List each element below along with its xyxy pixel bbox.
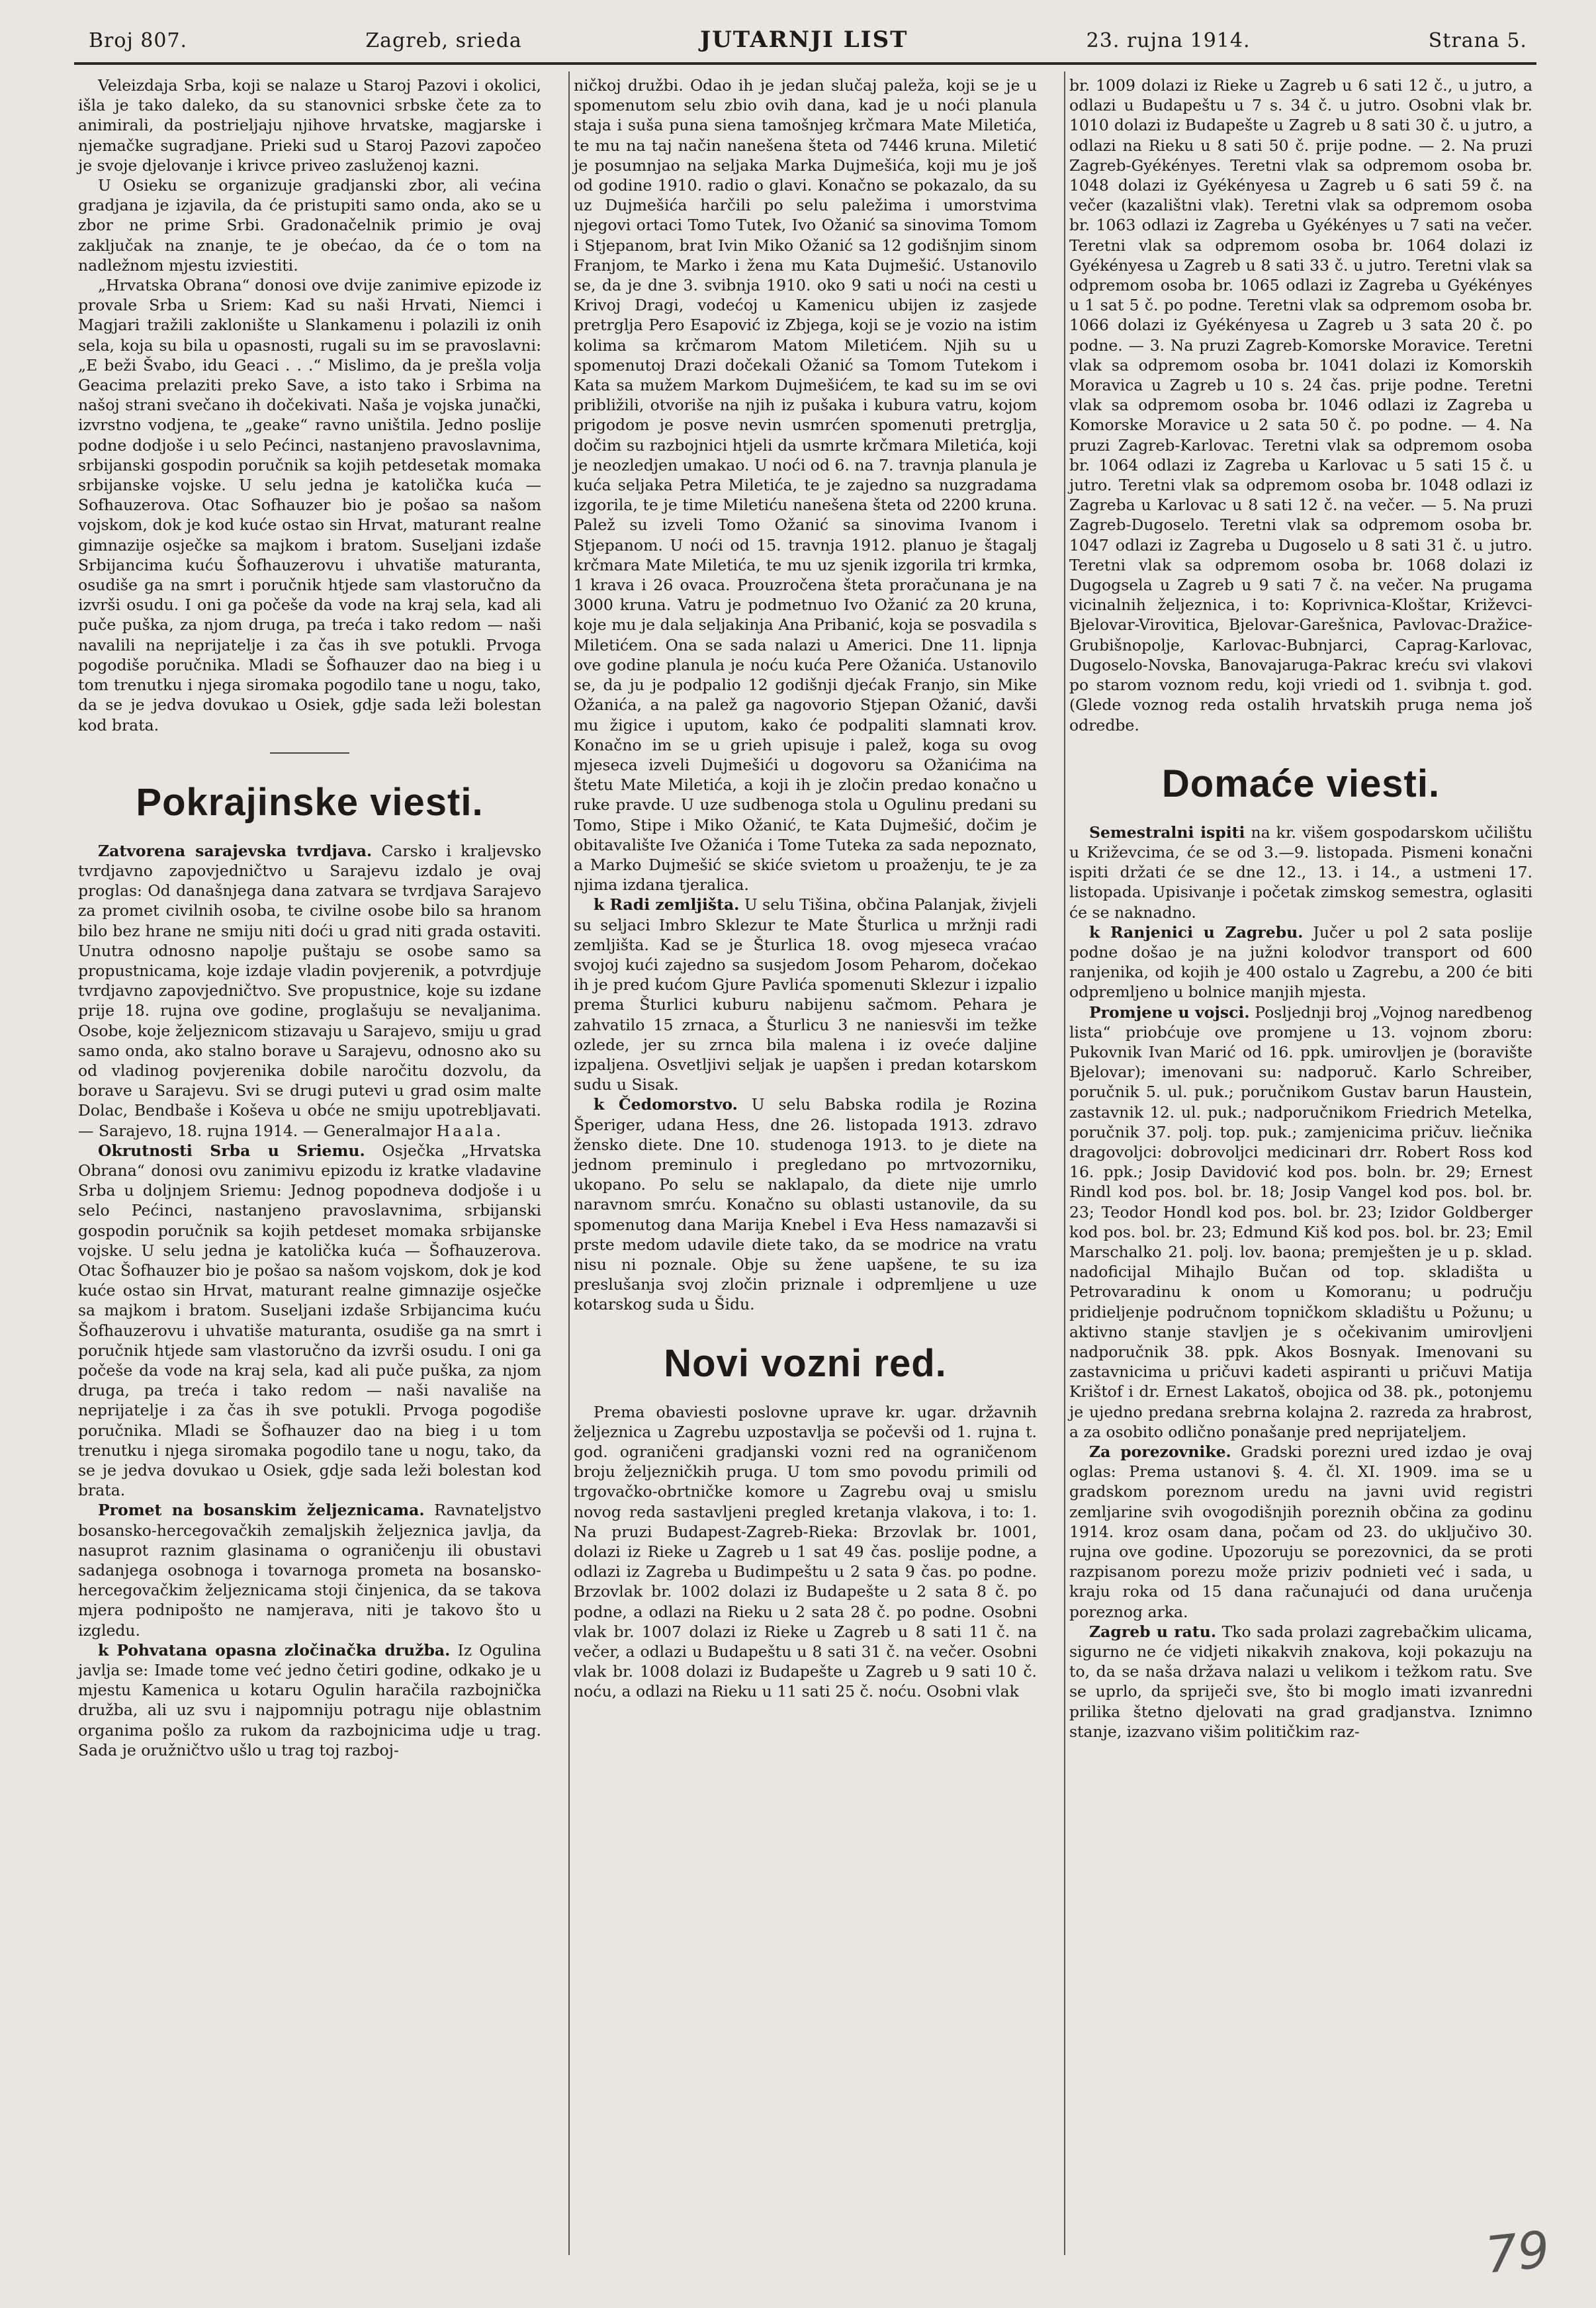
handwritten-page-mark: 79 — [1482, 2219, 1553, 2285]
article-body: na kr. višem gospodarskom učilištu u Križevcima, će se od 3.—9. listopada. Pismeni konačni ispiti držati će se dne 12., 13. i 14., a ustmeni 17. listopada. Upisivanje i početak zimskog semestra, oglasiti će se naknadno. — [1069, 822, 1532, 922]
column-2 — [568, 71, 1041, 2255]
masthead — [74, 26, 1536, 65]
issue-number: Broj 807. — [89, 29, 188, 52]
article-headline: Zagreb u ratu. — [1089, 1622, 1217, 1641]
article-paragraph: Prema obaviesti poslovne uprave kr. ugar. državnih željeznica u Zagrebu uzpostavlja se počevši od 1. rujna t. god. ograničeni gradjanski vozni red na ograničenom broju željezničkih pruga. U tom smo povodu primili od trgovačko-obrtničke komore u Zagrebu ovaj u smislu novog reda sastavljeni pregled kretanja vlakova, i to: 1. Na pruzi Budapest-Zagreb-Rieka: Brzovlak br. 1001, dolazi iz Rieke u Zagreb u 1 sat 49 čas. poslije podne, a odlazi iz Zagreba u Budimpeštu u 2 sata 9 čas. po podne. Brzovlak br. 1002 dolazi iz Budapešte u 2 sata 8 č. po podne, a odlazi na Rieku u 2 sata 28 č. po podne. Osobni vlak br. 1007 dolazi iz Rieke u Zagreb u 8 sati 11 č. na večer, a odlazi u Budapeštu u 8 sati 31 č. na večer. Osobni vlak br. 1008 dolazi iz Budapešte u Zagreb u 9 sati 10 č. noću, a odlazi na Rieku u 11 sati 25 č. noću. Osobni vlak — [574, 1402, 1037, 1701]
article-body: Gradski porezni ured izdao je ovaj oglas: Prema ustanovi §. 4. čl. XI. 1909. ima se u gradskom poreznom uredu na javni uvid registri zemljarine svih ovogodišnjih poreznih občina za godinu 1914. kroz osam dana, počam od 23. do uključivo 30. rujna ove godine. Upozoruju se porezovnici, da se proti razpisanom porezu može priziv podnieti već i sada, u kraju roka od 15 dana računajući od dana uručenja poreznog arka. — [1069, 1442, 1532, 1621]
article-paragraph: Veleizdaja Srba, koji se nalaze u Staroj Pazovi i okolici, išla je tako daleko, da su stanovnici srbske čete za to animirali, da postrieljaju njihove hrvatske, magjarske i njemačke sugradjane. Prieki sud u Staroj Pazovi započeo je svoje djelovanje i krivce priveo zasluženoj kazni. — [78, 76, 541, 175]
article-headline: k Čedomorstvo. — [594, 1095, 738, 1114]
section-heading: Novi vozni red. — [664, 1341, 947, 1385]
article-paragraph: „Hrvatska Obrana“ donosi ove dvije zanimive epizode iz provale Srba u Sriem: Kad su naši Hrvati, Niemci i Magjari tražili zaklonište u Slankamenu i polazili iz onih sela, koja su bila u opasnosti, rugali su im se pravoslavni: „E beži Švabo, idu Geaci . . .“ Mislimo, da je prešla volja Geacima prelaziti preko Save, a isto tako i Srbima na našoj strani svečano ih dočekivati. Naša je vojska junački, izvrstno vodjena, te „geake“ ravno uništila. Jedno poslije podne dodjoše i u selo Pećinci, nastanjeno pravoslavnima, srbijanski gospodin poručnik sa kojih petdesetak momaka srbijanske vojske. U selu jedna je katolička kuća — Sofhauzerova. Otac Sofhauzer bio je pošao sa našom vojskom, dok je kod kuće ostao sin Hrvat, maturant realne gimnazije osječke sa majkom i bratom. Suseljani izdaše Srbijancima kuću Šofhauzerovu i uhvatiše maturanta, osudiše ga na smrt i poručnik htjede sam vlastoručno da izvrši osudu. I oni ga počeše da vode na kraj sela, kad ali puče puška, za njom druga, pa treća i tako redom — naši navalili na neprijatelje i za čas ih sve potukli. Prvoga pogodiše poručnika. Mladi se Šofhauzer dao na bieg i u tom trenutku i njega siromaka pogodilo tane u nogu, tako, da se je jedva dovukao u Osiek, gdje sada leži bolestan kod brata. — [78, 276, 541, 734]
article-body: Carsko i kraljevsko tvrdjavno zapovjedničtvo u Sarajevu izdalo je ovaj proglas: Od današnjega dana zatvara se tvrdjava Sarajevo za promet civilnih osoba, te civilne osobe bilo sa hranom bilo bez hrane ne smiju niti doći u grad niti grada ostaviti. Unutra odnosno napolje puštaju se osobe samo sa propustnicama, koje izdaje vladin povjerenik, a potvrdjuje tvrdjavno zapovjedničtvo. Sve propustnice, koje su izdane prije 18. rujna ove godine, proglašuju se nevaljanima. Osobe, koje željeznicom stizavaju u Sarajevo, smiju u grad samo onda, ako stalno borave u Sarajevu, odnosno ako su od vladinog povjerenika dobile naročitu dozvolu, da borave u Sarajevu. Svi se drugi putevi u grad osim malte Dolac, Bendbaše i Koševa u obće ne smiju upotrebljavati. — Sarajevo, 18. rujna 1914. — Generalmajor — [78, 841, 541, 1140]
article-body: Iz Ogulina javlja se: Imade tome već jedno četiri godine, odkako je u mjestu Kamenica u kotaru Ogulin haračila razbojnička družba, ali uz svu i najpomniju potragu nije oblastnim organima pošlo za rukom da razbojnicima udje u trag. Sada je oružničtvo ušlo u trag toj razboj- — [78, 1640, 541, 1759]
article-headline: Promjene u vojsci. — [1089, 1002, 1250, 1022]
section-heading: Domaće viesti. — [1161, 762, 1441, 805]
article-body: Tko sada prolazi zagrebačkim ulicama, sigurno ne će vidjeti nikakvih znakova, koji pokazuju na to, da se naša država nalazi u velikom i težkom ratu. Sve se uprlo, da spriječi sve, što bi moglo imati izvanredni prilika štetno djelovati na grad gradjanstva. Iznimno stanje, izazvano višim političkim raz- — [1069, 1622, 1532, 1741]
article-body: U selu Babska rodila je Rozina Šperiger, udana Hess, dne 26. listopada 1913. zdravo žensko diete. Dne 10. studenoga 1913. to je diete na jednom preminulo i pregledano po mrtvozorniku, ukopano. Po selu se naklapalo, da diete nije umrlo naravnom smrću. Konačno su oblasti ustanovile, da su spomenutog dana Marija Knebel i Eva Hess namazavši si prste medom udavile diete tako, da se modrice na vratu nisu ni poznale. Obje su žene uapšene, te su iza preslušanja svoj zločin priznale i odpremljene u uze kotarskog suda u Šidu. — [574, 1095, 1037, 1314]
issue-day: Zagreb, srieda — [365, 29, 522, 52]
columns — [74, 71, 1536, 2255]
article-paragraph: br. 1009 dolazi iz Rieke u Zagreb u 6 sati 12 č., u jutro, a odlazi u Budapeštu u 7 s. 34 č. u jutro. Osobni vlak br. 1010 dolazi iz Budapešte u Zagreb u 8 sati 30 č. u jutro, a odlazi na Rieku u 8 sati 50 č. prije podne. — 2. Na pruzi Zagreb-Gyékényes. Teretni vlak sa odpremom osoba br. 1048 dolazi iz Gyékényesa u Zagreb u 6 sati 59 č. na večer (kazalištni vlak). Teretni vlak sa odpremom osoba br. 1063 odlazi iz Zagreba u Gyékényes u 7 sati na večer. Teretni vlak sa odpremom osoba br. 1064 dolazi iz Gyékényesa u Zagreb u 8 sati 33 č. u jutro. Teretni vlak sa odpremom osoba br. 1065 odlazi iz Zagreba u Gyékényes u 1 sat 5 č. po podne. Teretni vlak sa odpremom osoba br. 1066 dolazi iz Gyékényesa u Zagreb u 3 sata 20 č. po podne. — 3. Na pruzi Zagreb-Komorske Moravice. Teretni vlak sa odpremom osoba br. 1041 dolazi iz Komorskih Moravica u Zagreb u 10 s. 24 čas. prije podne. Teretni vlak sa odpremom osoba br. 1046 odlazi iz Zagreba u Komorske Moravice u 2 sata 50 č. po podne. — 4. Na pruzi Zagreb-Karlovac. Teretni vlak sa odpremom osoba br. 1064 odlazi iz Zagreba u Karlovac u 5 sati 15 č. u jutro. Teretni vlak sa odpremom osoba br. 1048 odlazi iz Zagreba u Karlovac u 8 sati 12 č. na večer. — 5. Na pruzi Zagreb-Dugoselo. Teretni vlak sa odpremom osoba br. 1047 odlazi iz Zagreba u Dugoselo u 8 sati 31 č. u jutro. Teretni vlak sa odpremom osoba br. 1068 dolazi iz Dugogsela u Zagreb u 9 sati 7 č. na večer. Na prugama vicinalnih željeznica, i to: Koprivnica-Kloštar, Križevci-Bjelovar-Virovitica, Bjelovar-Garešnica, Pavlovac-Dražice-Grubišnopolje, Karlovac-Bubnjarci, Caprag-Karlovac, Dugoselo-Novska, Banovajaruga-Pakrac kreću svi vlakovi po starom voznom redu, koji vriedi od 1. svibnja t. god. (Glede voznog reda ostalih hrvatskih pruga nema još odredbe. — [1069, 76, 1532, 734]
article-body: Ravnateljstvo bosansko-hercegovačkih zemaljskih željeznica javlja, da nasuprot raznim glasinama o ograničenju ili obustavi sadanjega osobnoga i tovarnoga prometa na bosansko-hercegovačkim željeznicama stoji činjenica, da se takova mjera podnipošto ne namjerava, niti je takovo što u izgledu. — [78, 1501, 541, 1640]
article-headline: k Ranjenici u Zagrebu. — [1089, 922, 1304, 942]
article-headline: Okrutnosti Srba u Sriemu. — [98, 1141, 365, 1160]
article-body: Posljednji broj „Vojnog naredbenog lista“ priobćuje ove promjene u 13. vojnom zboru: Pukovnik Ivan Marić od 16. ppk. umirovljen je (boravište Bjelovar); imenovani su: nadporuč. Karlo Schreiber, poručnik 5. ul. puk.; poručnikom Gustav barun Haustein, zastavnik 12. ul. puk.; nadporučnikom Friedrich Metelka, poručnik 37. polj. top. puk.; zamjenicima pričuv. liečnika dragovoljci: dobrovoljci medicinari drr. Robert Ross kod 16. ppk.; Josip Davidović kod pos. boln. br. 29; Ernest Rindl kod pos. bol. br. 18; Josip Vangel kod pos. bol. br. 23; Teodor Hondl kod pos. bol. br. 23; Izidor Goldberger kod pos. bol. br. 23; Edmund Kiš kod pos. bol. br. 23; Emil Marschalko 21. polj. lov. baona; premješten je u p. sklad. nadoficijal Mihajlo Bučan od top. skladišta u Petrovaradinu k onom u Komoranu; u području pridieljenje područnom topničkom skladištu u Požunu; u aktivno stanje stavljen je s očekivanim umirovljeni nadporučnik 38. ppk. Akos Bosnyak. Imenovani su zastavnicima u pričuvi kadeti aspiranti u pričuvi Matija Krištof i dr. Ernest Lakatoš, obojica od 38. pk., potonjemu je ujedno predana srebrna kolajna 2. razreda za hrabrost, a za osobito odlično ponašanje pred neprijateljem. — [1069, 1002, 1532, 1441]
article-headline: Zatvorena sarajevska tvrdjava. — [98, 841, 373, 860]
article-body: Osječka „Hrvatska Obrana“ donosi ovu zanimivu epizodu iz kratke vladavine Srba u doljnjem Sriemu: Jednog popodneva dodjoše i u selo Pećinci, nastanjeno pravoslavnima, srbijanski gospodin poručnik sa kojih petdeset momaka srbijanske vojske. U selu jedna je katolička kuća — Šofhauzerova. Otac Šofhauzer bio je pošao sa našom vojskom, dok je kod kuće ostao sin Hrvat, maturant realne gimnazije osječke sa majkom i bratom. Suseljani izdaše Srbijancima kuću Šofhauzerovu i uhvatiše maturanta, osudiše ga na smrt i poručnik htjede sam vlastoručno da izvrši osudu. I oni ga počeše da vode na kraj sela, kad ali puče puška, za njom druga, pa treća i tako redom — naši navališe na neprijatelje i za čas ih sve potukli. Prvoga pogodiše poručnika. Mladi se Šofhauzer dao na bieg i u tom trenutku i njega siromaka pogodilo tane u nogu, tako, da se je jedva dovukao u Osiek, gdje sada leži bolestan kod brata. — [78, 1141, 541, 1500]
article-paragraph: U Osieku se organizuje gradjanski zbor, ali većina gradjana je izjavila, da će pristupiti samo onda, ako se u zbor ne prime Srbi. Gradonačelnik primio je ovaj zaključak na znanje, te je obećao, da će o tom na nadležnom mjestu izviestiti. — [78, 176, 541, 275]
column-1 — [74, 71, 545, 2255]
issue-date: 23. rujna 1914. — [1086, 29, 1251, 52]
article-body: Jučer u pol 2 sata poslije podne došao je na južni kolodvor transport od 600 ranjenika, od kojih je 400 ostalo u Zagrebu, a 200 će biti odpremljeno u bolnice manjih mjesta. — [1069, 922, 1532, 1002]
article-headline: Semestralni ispiti — [1089, 822, 1245, 842]
article-headline: Promet na bosanskim željeznicama. — [98, 1501, 425, 1520]
article-paragraph: ničkoj družbi. Odao ih je jedan slučaj paleža, koji se je u spomenutom selu zbio ovih dana, kad je u noći planula staja i suša puna siena tamošnjeg krčmara Mate Miletića, te mu na taj način nanešena šteta od 7446 kruna. Miletić je posumnjao na seljaka Marka Dujmešića, koji mu je još od godine 1910. radio o glavi. Konačno se pokazalo, da su uz Dujmešića harčili po selu paležima i umorstvima njegovi ortaci Tomo Tutek, Ivo Ožanić sa sinovima Tomom i Stjepanom, brat Ivin Miko Ožanić sa 12 godišnjim sinom Franjom, te Marko i žena mu Kata Dujmešić. Ustanovilo se, da je dne 3. svibnja 1910. oko 9 sati u noći na cesti u Krivoj Dragi, vodećoj u Kamenicu ubijen iz zasjede pretrglja Pero Esapović iz Zbjega, koji se je vozio na istim kolima sa krčmarom Matom Miletićem. Njih su u spomenutoj Drazi dočekali Ožanić sa Tomom Tutekom i Kata sa mužem Markom Dujmešićem, te kad su im se ovi približili, otvoriše na njih iz pušaka i kubura vatru, kojom prigodom je posve nevin usmrćen spomenuti pretrglja, dočim su razbojnici htjeli da usmrte krčmara Miletića, koji je neozledjen umakao. U noći od 6. na 7. travnja planula je kuća seljaka Petra Miletića, te je zajedno sa nuzgradama izgorila, te je time Miletiću nanešena šteta od 2200 kruna. Palež su izveli Tomo Ožanić sa sinovima Ivanom i Stjepanom. U noći od 15. travnja 1912. planuo je štagalj krčmara Mate Miletića, te mu uz sjenik izgorila tri krmka, 1 krava i 26 ovaca. Prouzročena šteta proračunana je na 3000 kruna. Vatru je podmetnuo Ivo Ožanić za 20 kruna, koje mu je dala seljakinja Ana Pribanić, koja se posvadila s Miletićem. Ona se sada nalazi u Americi. Dne 11. lipnja ove godine planula je noću kuća Pere Ožanića. Ustanovilo se, da ju je podpalio 12 godišnji djećak Franjo, sin Mike Ožanića, a na palež ga nagovorio Stjepan Ožanić, davši mu žigice i uputom, kako će podpaliti slamnati krov. Konačno im se u grieh upisuje i palež, koga su ovog mjeseca izveli Dujmešići u dogovoru sa Ožanićima na štetu Mate Miletića, a koji ih je zločin predao konačno u ruke pravde. U uze sudbenoga stola u Ogulinu predani su Tomo, Stipe i Miko Ožanić, te Kata Dujmešić, dočim je obitavalište Ive Ožanića i Tome Tuteka za sada nepoznato, a Marko Dujmešić se skiće svietom u proaženju, te je za njima izdana tjeralica. — [574, 76, 1037, 895]
column-3 — [1064, 71, 1536, 2255]
article-headline: k Pohvatana opasna zločinačka družba. — [98, 1640, 451, 1660]
article-signature: Haala. — [436, 1121, 504, 1140]
paper-title: JUTARNJI LIST — [700, 26, 909, 53]
divider — [270, 752, 349, 754]
article-body: U selu Tišina, občina Palanjak, živjeli su seljaci Imbro Sklezur te Mate Šturlica u mržnji radi zemljišta. Kad se je Šturlica 18. ovog mjeseca vraćao svojoj kući zajedno sa susjedom Josom Peharom, dočekao ih je pred kućom Gjure Pavlića spomenuti Sklezur i izpalio prema Šturlici kuburu nabijenu sačmom. Pehara je zahvatilo 15 zrnaca, a Šturlicu 3 ne naniesvši im težke ozlede, jer su zrnca bila malena i iz oveće daljine izpaljena. Osvetljivi seljak je uapšen i predan kotarskom sudu u Sisak. — [574, 895, 1037, 1094]
section-heading: Pokrajinske viesti. — [136, 780, 484, 824]
page-number: Strana 5. — [1428, 29, 1527, 52]
article-headline: Za porezovnike. — [1089, 1442, 1231, 1461]
article-headline: k Radi zemljišta. — [594, 895, 740, 914]
